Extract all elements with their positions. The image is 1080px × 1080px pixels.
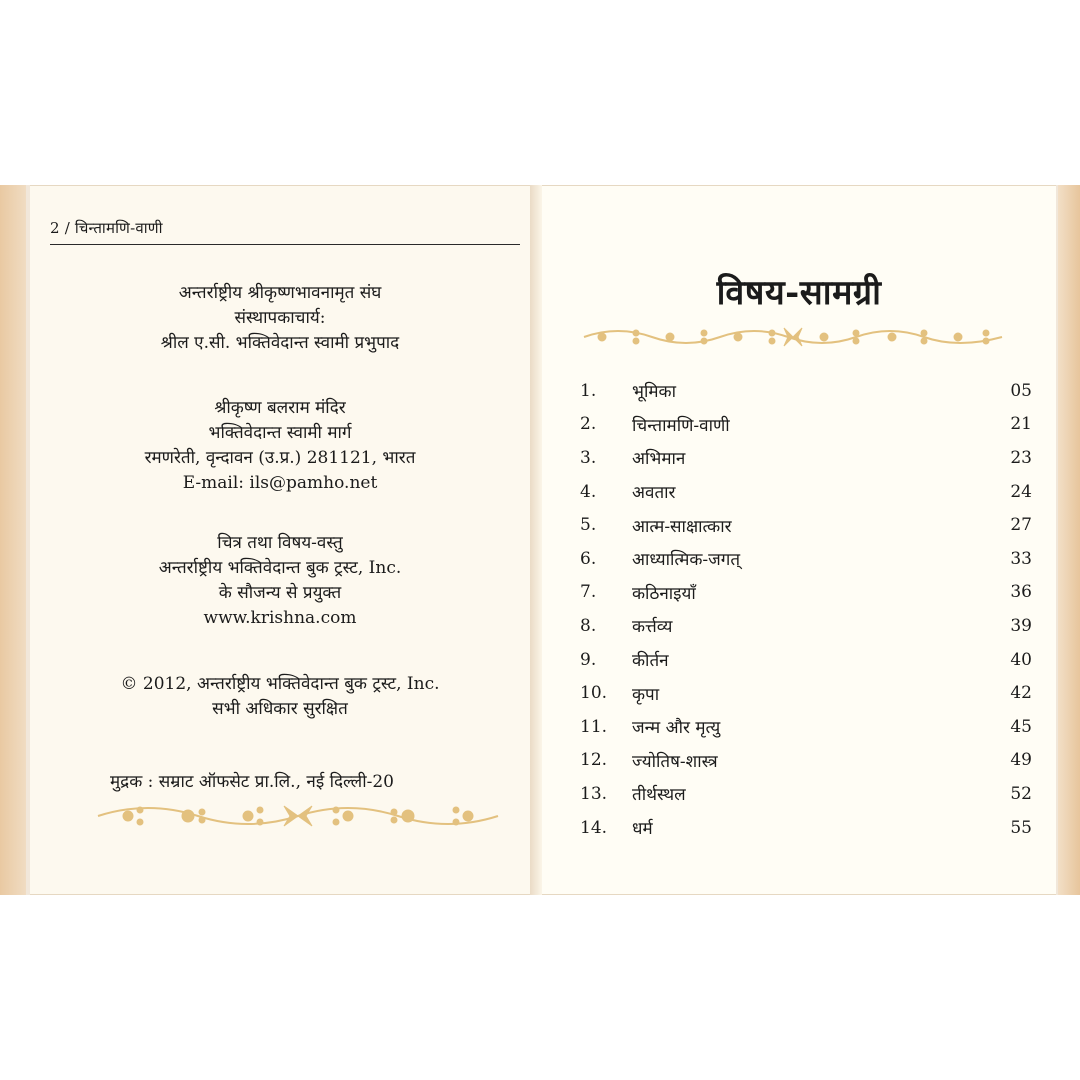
floral-ornament — [88, 798, 508, 834]
toc-entry-page: 40 — [1010, 649, 1032, 670]
credit-block — [90, 531, 470, 631]
toc-entry — [580, 676, 1032, 710]
toc-entry-page: 24 — [1010, 481, 1032, 502]
toc-entry-number: 13. — [580, 783, 608, 804]
imprint-line: सभी अधिकार सुरक्षित — [212, 699, 348, 719]
toc-entry-title: जन्म और मृत्यु — [632, 718, 721, 739]
toc-entry-page: 49 — [1010, 750, 1032, 771]
left-page — [30, 185, 530, 895]
toc-entry — [580, 710, 1032, 744]
copyright-block — [90, 672, 470, 722]
toc-entry — [580, 744, 1032, 778]
toc-entry-page: 45 — [1010, 716, 1032, 737]
toc-entry-title: कीर्तन — [632, 651, 669, 672]
imprint-line: संस्थापकाचार्य: — [234, 308, 326, 328]
imprint-line: भक्तिवेदान्त स्वामी मार्ग — [208, 423, 352, 443]
toc-entry-number: 14. — [580, 817, 608, 838]
toc-entry — [580, 508, 1032, 542]
toc-entry-page: 05 — [1010, 380, 1032, 401]
toc-entry-title: भूमिका — [632, 382, 676, 403]
toc-entry — [580, 576, 1032, 610]
imprint-line: अन्तर्राष्ट्रीय श्रीकृष्णभावनामृत संघ — [178, 283, 382, 303]
toc-entry-title: ज्योतिष-शास्त्र — [632, 751, 718, 772]
toc-entry-number: 3. — [580, 447, 597, 468]
email-line: E-mail: ils@pamho.net — [182, 473, 378, 493]
toc-entry-number: 12. — [580, 750, 608, 771]
toc-entry-title: अभिमान — [632, 449, 686, 470]
toc-entry-page: 52 — [1010, 783, 1032, 804]
toc-entry-title: धर्म — [632, 819, 653, 840]
toc-entry — [580, 441, 1032, 475]
toc-entry-page: 21 — [1010, 414, 1032, 435]
book-spread — [0, 185, 1080, 895]
imprint-line: श्रीकृष्ण बलराम मंदिर — [214, 398, 346, 418]
toc-entry-title: तीर्थस्थल — [632, 785, 686, 806]
toc-entry-number: 5. — [580, 515, 597, 536]
book-gutter — [530, 185, 542, 895]
toc-entry-title: आत्म-साक्षात्कार — [632, 516, 732, 537]
toc-entry-number: 7. — [580, 582, 597, 603]
address-block — [90, 396, 470, 496]
toc-entry-number: 6. — [580, 548, 597, 569]
imprint-line: अन्तर्राष्ट्रीय भक्तिवेदान्त बुक ट्रस्ट, Inc. — [158, 558, 402, 578]
imprint-line: श्रील ए.सी. भक्तिवेदान्त स्वामी प्रभुपाद — [160, 333, 400, 353]
toc-entry — [580, 408, 1032, 442]
toc-entry — [580, 475, 1032, 509]
right-page — [542, 185, 1056, 895]
table-of-contents — [580, 374, 1032, 844]
toc-entry-number: 10. — [580, 683, 608, 704]
toc-entry-number: 11. — [580, 716, 608, 737]
toc-entry — [580, 811, 1032, 845]
running-head: 2 / चिन्तामणि-वाणी — [50, 219, 163, 237]
right-page-edge — [1058, 185, 1080, 895]
toc-entry-title: चिन्तामणि-वाणी — [632, 415, 730, 436]
toc-entry-page: 23 — [1010, 447, 1032, 468]
floral-ornament — [578, 324, 1008, 350]
toc-entry-title: आध्यात्मिक-जगत् — [632, 550, 741, 571]
toc-entry-title: कृपा — [632, 684, 660, 705]
toc-entry-title: कठिनाइयाँ — [632, 583, 696, 604]
toc-entry-page: 33 — [1010, 548, 1032, 569]
toc-entry — [580, 777, 1032, 811]
toc-entry-title: अवतार — [632, 483, 676, 504]
toc-entry-page: 55 — [1010, 817, 1032, 838]
toc-entry-number: 4. — [580, 481, 597, 502]
toc-entry-number: 8. — [580, 615, 597, 636]
toc-entry-page: 42 — [1010, 683, 1032, 704]
toc-entry — [580, 643, 1032, 677]
imprint-line: रमणरेती, वृन्दावन (उ.प्र.) 281121, भारत — [144, 448, 416, 468]
organization-block — [90, 281, 470, 356]
toc-entry-number: 1. — [580, 380, 597, 401]
copyright-line: © 2012, अन्तर्राष्ट्रीय भक्तिवेदान्त बुक ट्रस्ट, Inc. — [120, 674, 440, 694]
imprint-line: चित्र तथा विषय-वस्तु — [217, 533, 343, 553]
printer-line: मुद्रक : सम्राट ऑफसेट प्रा.लि., नई दिल्ली-20 — [110, 772, 394, 792]
toc-entry-title: कर्त्तव्य — [632, 617, 673, 638]
toc-entry — [580, 609, 1032, 643]
header-rule — [50, 244, 520, 245]
website-line: www.krishna.com — [203, 608, 357, 628]
toc-entry-number: 9. — [580, 649, 597, 670]
toc-entry — [580, 374, 1032, 408]
toc-entry-page: 36 — [1010, 582, 1032, 603]
contents-title: विषय-सामग्री — [716, 273, 882, 313]
left-page-edge — [0, 185, 26, 895]
toc-entry-page: 27 — [1010, 515, 1032, 536]
toc-entry-number: 2. — [580, 414, 597, 435]
toc-entry-page: 39 — [1010, 615, 1032, 636]
imprint-line: के सौजन्य से प्रयुक्त — [218, 583, 342, 603]
toc-entry — [580, 542, 1032, 576]
